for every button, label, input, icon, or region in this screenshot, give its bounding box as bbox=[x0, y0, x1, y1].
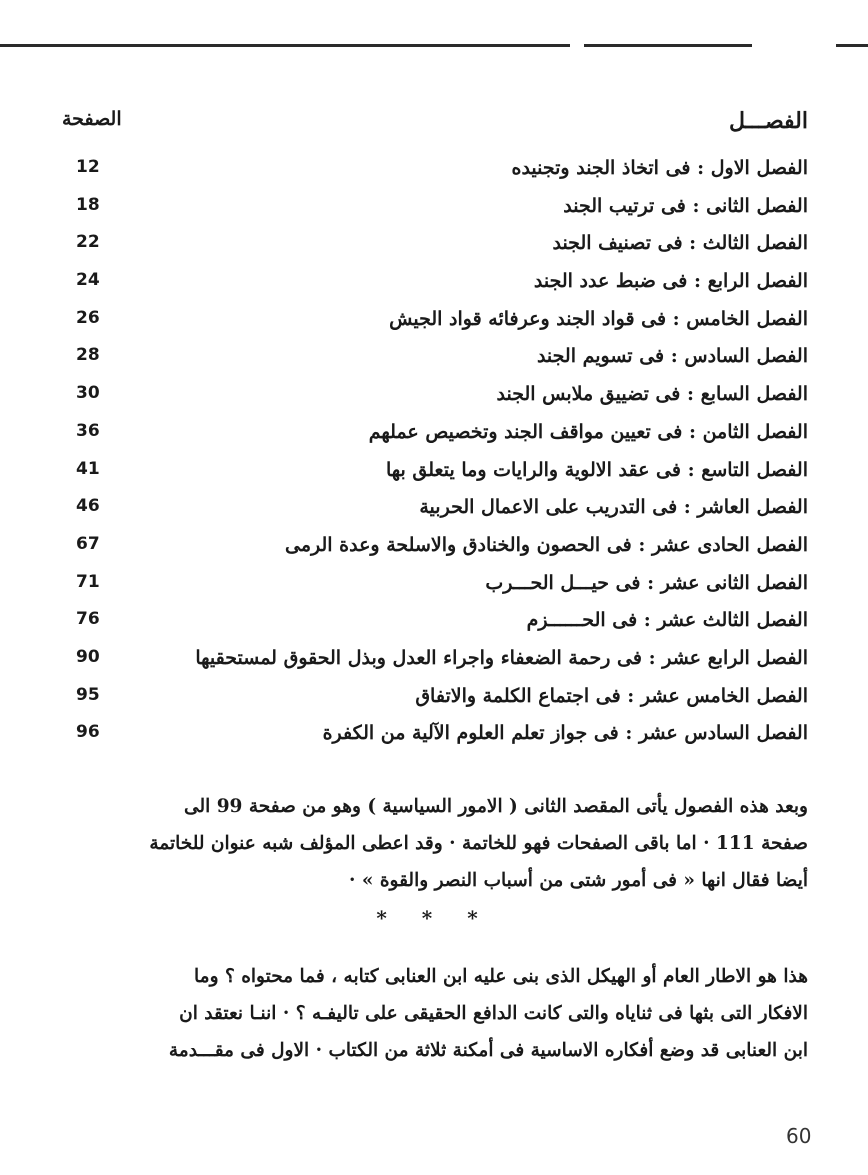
toc-header bbox=[62, 108, 808, 142]
toc-row bbox=[62, 492, 808, 530]
toc-page-number: 41 bbox=[76, 458, 100, 479]
toc-page-number: 76 bbox=[76, 609, 100, 630]
paragraph-analysis bbox=[64, 958, 808, 1069]
toc-row bbox=[62, 455, 808, 493]
toc-row bbox=[62, 341, 808, 379]
toc-row bbox=[62, 304, 808, 342]
toc-chapter-title: الفصل السادس : فى تسويم الجند bbox=[536, 345, 808, 368]
toc-row bbox=[62, 153, 808, 191]
toc-page-number: 96 bbox=[76, 722, 100, 743]
toc-chapter-title: الفصل السابع : فى تضييق ملابس الجند bbox=[496, 383, 808, 406]
toc-chapter-title: الفصل الحادى عشر : فى الحصون والخنادق والاسلحة وعدة الرمى bbox=[284, 533, 808, 556]
paragraph-after-toc bbox=[64, 788, 808, 899]
section-separator: * * * bbox=[376, 906, 492, 930]
toc-page-number: 46 bbox=[76, 496, 100, 517]
paragraph-line: صفحة 111 · اما باقى الصفحات فهو للخاتمة · وقد اعطى المؤلف شبه عنوان للخاتمة bbox=[149, 833, 808, 854]
toc-row bbox=[62, 605, 808, 643]
toc-row bbox=[62, 568, 808, 606]
toc-row bbox=[62, 379, 808, 417]
page-number: 60 bbox=[786, 1124, 812, 1148]
toc-chapter-title: الفصل العاشر : فى التدريب على الاعمال الحربية bbox=[419, 496, 808, 519]
toc-chapter-title: الفصل الرابع : فى ضبط عدد الجند bbox=[533, 270, 808, 293]
rule-gap bbox=[570, 44, 584, 47]
toc-page-number: 12 bbox=[76, 157, 100, 177]
toc-page-number: 18 bbox=[76, 194, 100, 215]
toc-page-number: 24 bbox=[76, 270, 100, 291]
toc-chapter-title: الفصل الخامس : فى قواد الجند وعرفائه قواد الجيش bbox=[389, 307, 808, 330]
toc-row bbox=[62, 417, 808, 455]
toc-row bbox=[62, 718, 808, 756]
paragraph-line: ابن العنابى قد وضع أفكاره الاساسية فى أمكنة ثلاثة من الكتاب · الاول فى مقـــدمة bbox=[168, 1040, 808, 1061]
top-rule bbox=[0, 44, 868, 47]
paragraph-line: وبعد هذه الفصول يأتى المقصد الثانى ( الامور السياسية ) وهو من صفحة 99 الى bbox=[184, 796, 808, 817]
toc-row bbox=[62, 266, 808, 304]
toc-row bbox=[62, 228, 808, 266]
paragraph-line: الافكار التى بثها فى ثناياه والتى كانت الدافع الحقيقى على تاليفـه ؟ · اننـا نعتقد ان bbox=[179, 1003, 808, 1024]
toc-page-number: 71 bbox=[76, 571, 100, 592]
toc-page-number: 26 bbox=[76, 307, 100, 328]
toc-page-number: 67 bbox=[76, 533, 100, 554]
toc-chapter-title: الفصل الثانى عشر : فى حيـــل الحـــرب bbox=[485, 571, 808, 594]
page-column-heading: الصفحة bbox=[62, 108, 122, 130]
toc-page-number: 95 bbox=[76, 684, 100, 705]
rule-gap bbox=[752, 44, 836, 47]
toc-chapter-title: الفصل السادس عشر : فى جواز تعلم العلوم الآلية من الكفرة bbox=[322, 722, 808, 745]
toc-row bbox=[62, 643, 808, 681]
toc-chapter-title: الفصل الثالث عشر : فى الحــــــزم bbox=[526, 609, 808, 632]
paragraph-line: أيضا فقال انها « فى أمور شتى من أسباب النصر والقوة » · bbox=[348, 870, 808, 891]
toc-chapter-title: الفصل الثامن : فى تعيين مواقف الجند وتخصيص عملهم bbox=[368, 420, 808, 443]
toc-chapter-title: الفصل الخامس عشر : فى اجتماع الكلمة والاتفاق bbox=[415, 684, 808, 707]
toc-row bbox=[62, 191, 808, 229]
toc-row bbox=[62, 530, 808, 568]
toc-chapter-title: الفصل التاسع : فى عقد الالوية والرايات وما يتعلق بها bbox=[385, 458, 808, 481]
toc-page-number: 36 bbox=[76, 420, 100, 441]
toc-page-number: 22 bbox=[76, 232, 100, 253]
table-of-contents bbox=[62, 153, 808, 756]
toc-chapter-title: الفصل الرابع عشر : فى رحمة الضعفاء واجراء العدل وبذل الحقوق لمستحقيها bbox=[195, 646, 808, 669]
toc-chapter-title: الفصل الاول : فى اتخاذ الجند وتجنيده bbox=[511, 157, 808, 179]
toc-chapter-title: الفصل الثالث : فى تصنيف الجند bbox=[552, 232, 808, 255]
toc-chapter-title: الفصل الثانى : فى ترتيب الجند bbox=[563, 194, 808, 217]
paragraph-line: هذا هو الاطار العام أو الهيكل الذى بنى عليه ابن العنابى كتابه ، فما محتواه ؟ وما bbox=[194, 966, 808, 987]
toc-page-number: 28 bbox=[76, 345, 100, 366]
toc-page-number: 90 bbox=[76, 646, 100, 667]
chapter-column-heading: الفصـــل bbox=[728, 108, 808, 134]
toc-row bbox=[62, 681, 808, 719]
toc-page-number: 30 bbox=[76, 383, 100, 404]
